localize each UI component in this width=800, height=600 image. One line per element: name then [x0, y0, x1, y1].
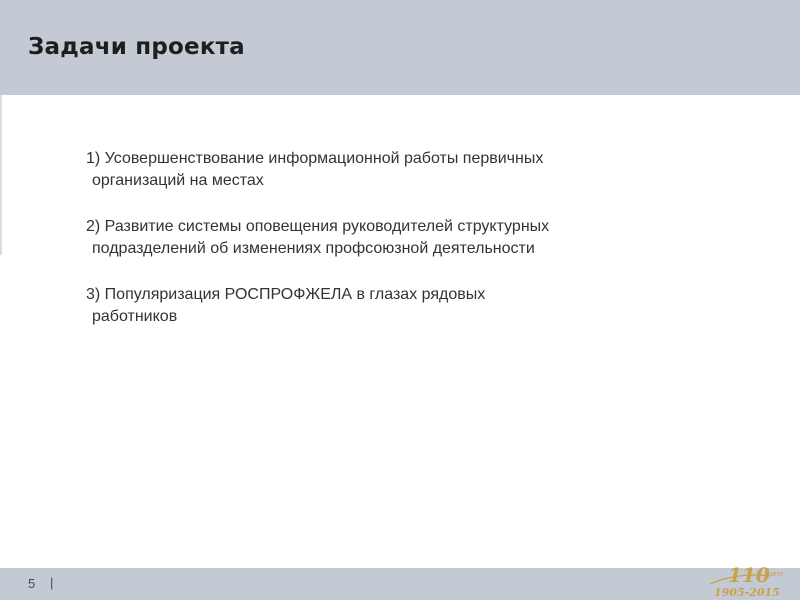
task-line: 2) Развитие системы оповещения руководителей структурных	[86, 218, 550, 235]
task-item	[86, 148, 726, 192]
task-line: 3) Популяризация РОСПРОФЖЕЛА в глазах рядовых	[86, 286, 486, 303]
task-item	[86, 284, 726, 328]
task-line-continuation: работников	[92, 308, 178, 325]
left-edge-accent	[0, 95, 2, 255]
logo-number: 110	[728, 563, 770, 587]
footer-bar	[0, 568, 800, 600]
anniversary-logo	[708, 562, 796, 600]
task-item	[86, 216, 726, 260]
task-line: 1) Усовершенствование информационной работы первичных	[86, 150, 544, 167]
task-line-continuation: подразделений об изменениях профсоюзной деятельности	[92, 240, 535, 257]
task-list	[86, 148, 726, 352]
slide-title: Задачи проекта	[28, 34, 245, 60]
footer-separator: |	[50, 575, 54, 590]
logo-suffix: лет	[768, 570, 784, 578]
header-bar	[0, 0, 800, 95]
logo-years: 1905-2015	[714, 586, 780, 599]
task-line-continuation: организаций на местах	[92, 172, 264, 189]
page-number: 5	[28, 576, 36, 591]
